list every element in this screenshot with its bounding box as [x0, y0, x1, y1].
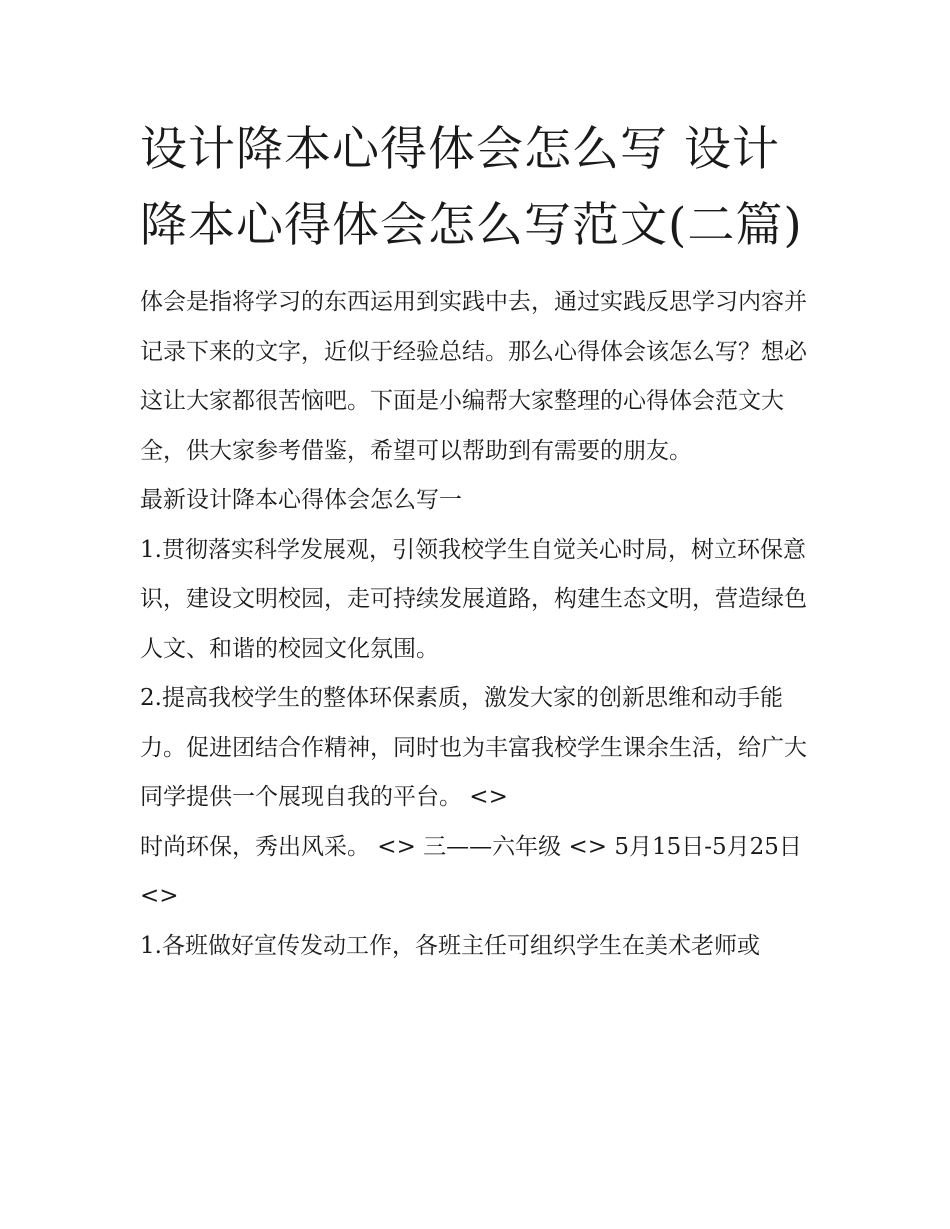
section-heading: 最新设计降本心得体会怎么写一: [140, 487, 462, 513]
list-item-2: 2.提高我校学生的整体环保素质，激发大家的创新思维和动手能力。促进团结合作精神，同时也为丰富我校学生课余生活，给广大同学提供一个展现自我的平台。 <>: [140, 685, 807, 810]
intro-paragraph: 体会是指将学习的东西运用到实践中去，通过实践反思学习内容并记录下来的文字，近似于经验总结。那么心得体会该怎么写？想必这让大家都很苦恼吧。下面是小编帮大家整理的心得体会范文大全，供大家参考借鉴，希望可以帮助到有需要的朋友。: [140, 289, 807, 464]
event-info-paragraph: 时尚环保，秀出风采。 <> 三——六年级 <> 5月15日-5月25日 <>: [140, 833, 802, 909]
document-body: [140, 112, 812, 971]
list-item-1: 1.贯彻落实科学发展观，引领我校学生自觉关心时局，树立环保意识，建设文明校园，走可持续发展道路，构建生态文明，营造绿色人文、和谐的校园文化氛围。: [140, 536, 807, 662]
document-title: 设计降本心得体会怎么写 设计降本心得体会怎么写范文(二篇): [140, 122, 803, 253]
list-item-3: 1.各班做好宣传发动工作，各班主任可组织学生在美术老师或: [140, 932, 760, 959]
